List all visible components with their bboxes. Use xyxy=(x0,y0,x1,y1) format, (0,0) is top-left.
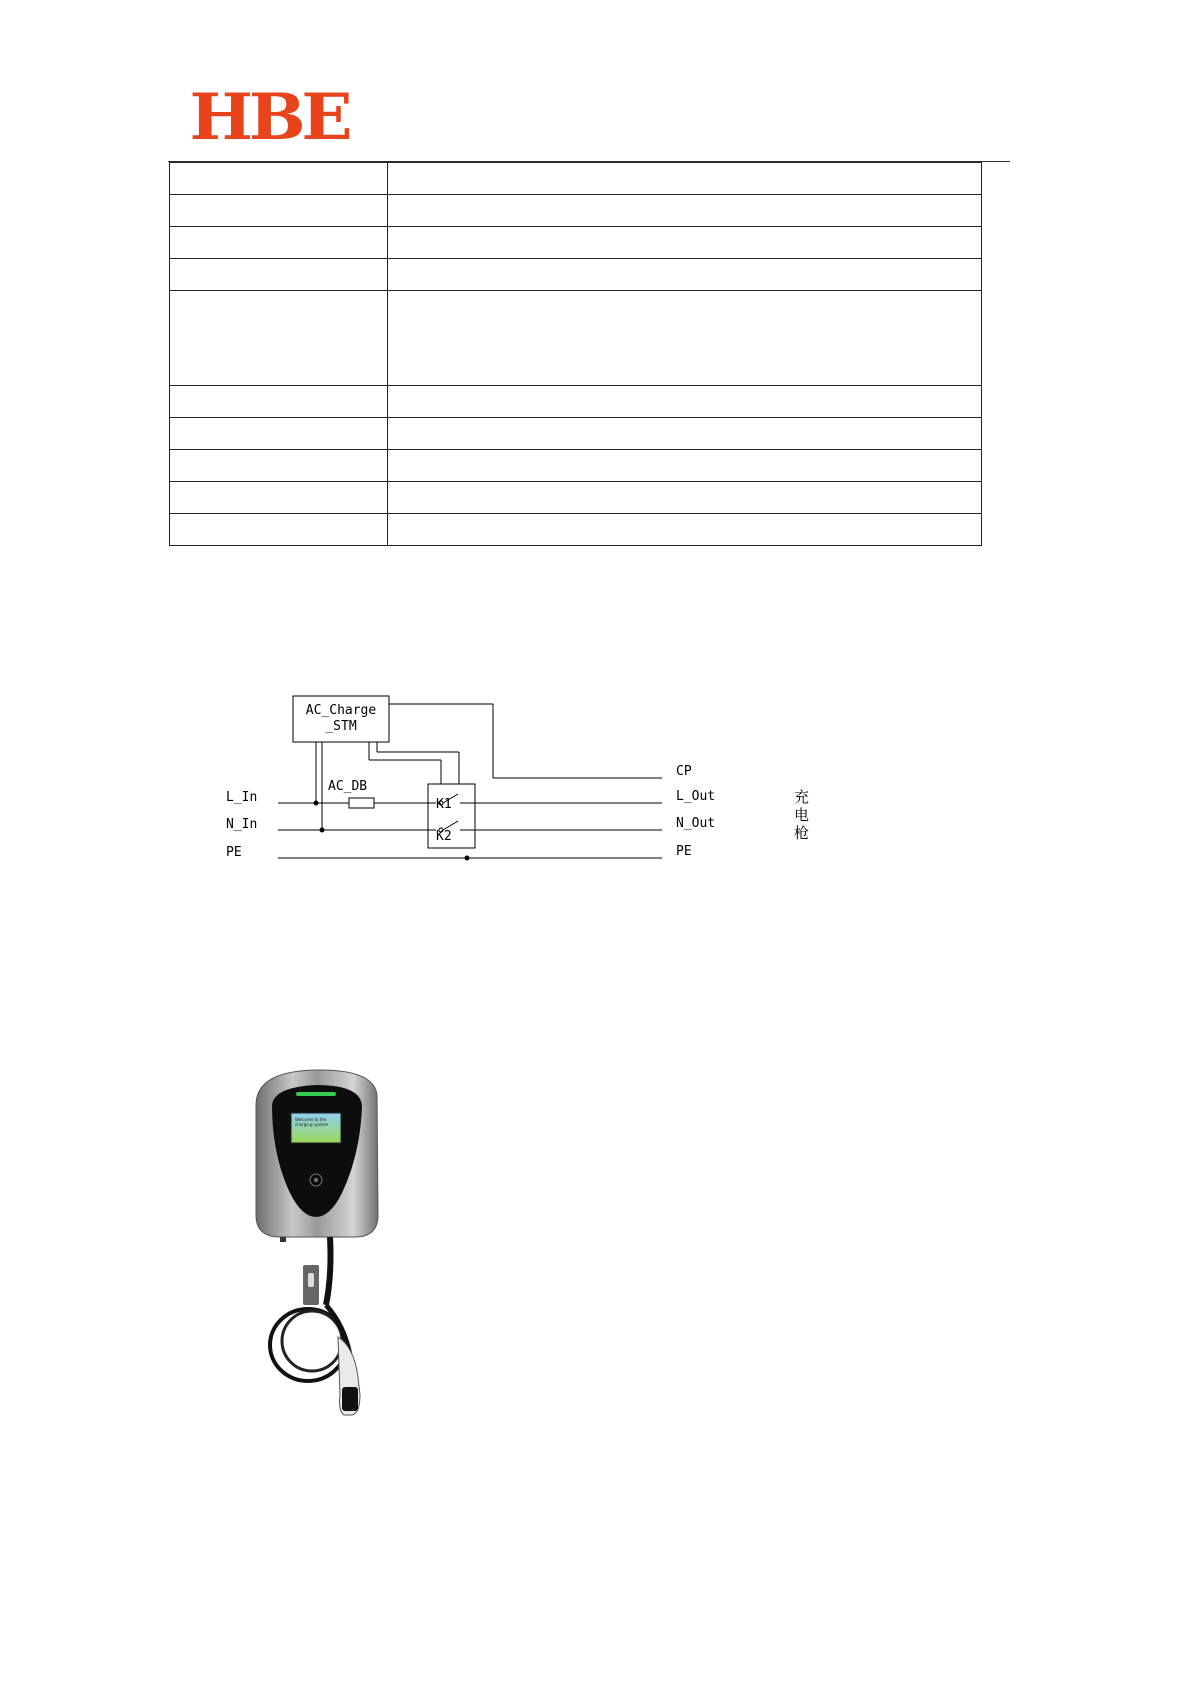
terminal-l-out: L_Out xyxy=(676,789,716,804)
relay2-label: K2 xyxy=(436,829,452,844)
spec-label-cell xyxy=(170,482,388,514)
terminal-n-in: N_In xyxy=(226,817,258,832)
table-row xyxy=(170,386,982,418)
wiring-diagram xyxy=(220,690,830,870)
spec-label-cell xyxy=(170,227,388,259)
controller-label-2: _STM xyxy=(325,719,357,734)
table-row xyxy=(170,418,982,450)
terminal-l-in: L_In xyxy=(226,790,258,805)
spec-label-cell xyxy=(170,291,388,386)
terminal-pe-out: PE xyxy=(676,844,692,859)
spec-value-cell xyxy=(388,482,982,514)
gun-label-char-1: 充 xyxy=(794,788,810,806)
screen-text-2: charging system xyxy=(295,1122,329,1127)
spec-value-cell xyxy=(388,259,982,291)
spec-label-cell xyxy=(170,195,388,227)
spec-label-cell xyxy=(170,163,388,195)
spec-value-cell xyxy=(388,195,982,227)
spec-value-cell xyxy=(388,386,982,418)
gun-label-char-3: 枪 xyxy=(794,824,810,842)
spec-label-cell xyxy=(170,386,388,418)
spec-value-cell xyxy=(388,227,982,259)
spec-value-cell xyxy=(388,450,982,482)
gun-label-char-2: 电 xyxy=(794,806,810,824)
controller-label-1: AC_Charge xyxy=(305,703,377,718)
table-row xyxy=(170,291,982,386)
terminal-pe-in: PE xyxy=(226,845,242,860)
spec-value-cell xyxy=(388,418,982,450)
spec-table xyxy=(169,162,982,546)
breaker-fuse xyxy=(349,798,374,808)
table-row xyxy=(170,450,982,482)
table-row xyxy=(170,227,982,259)
spec-label-cell xyxy=(170,450,388,482)
terminal-n-out: N_Out xyxy=(676,816,716,831)
relay1-label: K1 xyxy=(436,797,452,812)
terminal-cp: CP xyxy=(676,764,692,779)
screen-text-1: Welcome to the xyxy=(295,1117,327,1122)
spec-value-cell xyxy=(388,514,982,546)
spec-label-cell xyxy=(170,418,388,450)
hbe-logo: HBE xyxy=(189,79,349,155)
spec-label-cell xyxy=(170,259,388,291)
table-row xyxy=(170,514,982,546)
spec-value-cell xyxy=(388,291,982,386)
table-row xyxy=(170,195,982,227)
spec-value-cell xyxy=(388,163,982,195)
table-row xyxy=(170,482,982,514)
status-light-bar xyxy=(296,1092,336,1096)
table-row xyxy=(170,259,982,291)
ev-charger-image xyxy=(250,1065,400,1445)
spec-label-cell xyxy=(170,514,388,546)
breaker-label: AC_DB xyxy=(328,779,368,794)
table-row xyxy=(170,163,982,195)
